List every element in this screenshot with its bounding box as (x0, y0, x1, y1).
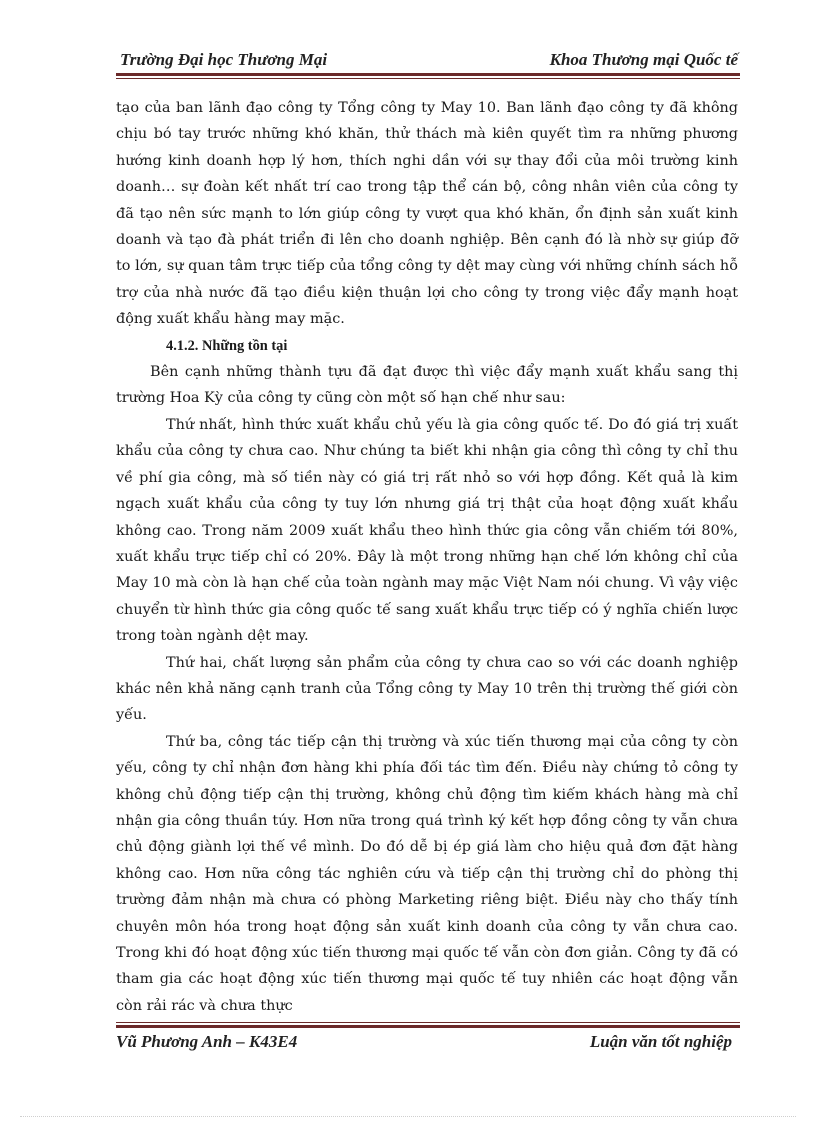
document-body (116, 95, 738, 1019)
paragraph-5: Thứ ba, công tác tiếp cận thị trường và xúc tiến thương mại của công ty còn yếu, công ty chỉ nhận đơn hàng khi phía đối tác tìm đến. Điều này chứng tỏ công ty không chủ động tiếp cận thị trường, không chủ động tìm kiếm khách hàng mà chỉ nhận gia công thuần túy. Hơn nữa trong quá trình ký kết hợp đồng công ty vẫn chưa chủ động giành lợi thế về mình. Do đó dễ bị ép giá làm cho hiệu quả đơn đặt hàng không cao. Hơn nữa công tác nghiên cứu và tiếp cận thị trường chỉ do phòng thị trường đảm nhận mà chưa có phòng Marketing riêng biệt. Điều này cho thấy tính chuyên môn hóa trong hoạt động sản xuất kinh doanh của công ty vẫn chưa cao. Trong khi đó hoạt động xúc tiến thương mại quốc tế vẫn còn đơn giản. Công ty đã có tham gia các hoạt động xúc tiến thương mại quốc tế tuy nhiên các hoạt động vẫn còn rải rác và chưa thực (116, 733, 738, 1014)
paragraph-1: tạo của ban lãnh đạo công ty Tổng công ty May 10. Ban lãnh đạo công ty đã không chịu bó tay trước những khó khăn, thử thách mà kiên quyết tìm ra những phương hướng kinh doanh hợp lý hơn, thích nghi dần với sự thay đổi của môi trường kinh doanh… sự đoàn kết nhất trí cao trong tập thể cán bộ, công nhân viên của công ty đã tạo nên sức mạnh to lớn giúp công ty vượt qua khó khăn, ổn định sản xuất kinh doanh và tạo đà phát triển đi lên cho doanh nghiệp. Bên cạnh đó là nhờ sự giúp đỡ to lớn, sự quan tâm trực tiếp của tổng công ty dệt may cùng với những chính sách hỗ trợ của nhà nước đã tạo điều kiện thuận lợi cho công ty trong việc đẩy mạnh hoạt động xuất khẩu hàng may mặc. (116, 100, 738, 328)
page-header (116, 50, 738, 74)
paragraph-4: Thứ hai, chất lượng sản phẩm của công ty chưa cao so với các doanh nghiệp khác nên khả năng cạnh tranh của Tổng công ty May 10 trên thị trường thế giới còn yếu. (116, 654, 738, 724)
footer-document-type: Luận văn tốt nghiệp (589, 1032, 732, 1051)
header-university: Trường Đại học Thương Mại (120, 50, 328, 69)
section-heading: 4.1.2. Những tồn tại (166, 337, 288, 354)
page-footer (116, 1032, 738, 1056)
header-faculty: Khoa Thương mại Quốc tế (549, 50, 738, 69)
paragraph-3: Thứ nhất, hình thức xuất khẩu chủ yếu là gia công quốc tế. Do đó giá trị xuất khẩu của công ty chưa cao. Như chúng ta biết khi nhận gia công thì công ty chỉ thu về phí gia công, mà số tiền này có giá trị rất nhỏ so với hợp đồng. Kết quả là kim ngạch xuất khẩu của công ty tuy lớn nhưng giá trị thật của hoạt động xuất khẩu không cao. Trong năm 2009 xuất khẩu theo hình thức gia công vẫn chiếm tới 80%, xuất khẩu trực tiếp chỉ có 20%. Đây là một trong những hạn chế lớn không chỉ của May 10 mà còn là hạn chế của toàn ngành may mặc Việt Nam nói chung. Vì vậy việc chuyển từ hình thức gia công quốc tế sang xuất khẩu trực tiếp có ý nghĩa chiến lược trong toàn ngành dệt may. (116, 416, 738, 645)
header-rule (116, 73, 740, 79)
footer-rule (116, 1022, 740, 1028)
paragraph-2: Bên cạnh những thành tựu đã đạt được thì việc đẩy mạnh xuất khẩu sang thị trường Hoa Kỳ của công ty cũng còn một số hạn chế như sau: (116, 364, 738, 407)
footer-author: Vũ Phương Anh – K43E4 (116, 1032, 298, 1051)
page-edge (20, 1116, 796, 1117)
